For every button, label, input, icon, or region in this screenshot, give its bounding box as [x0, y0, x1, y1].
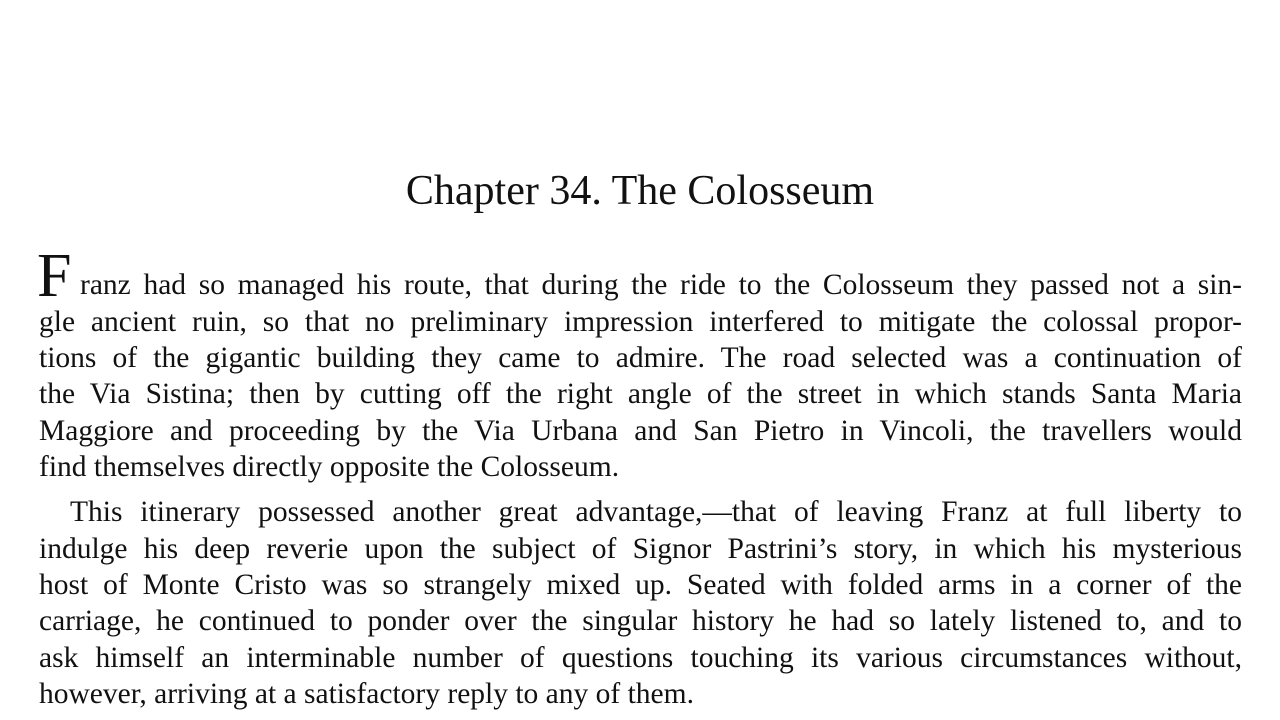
text-line: find themselves directly opposite the Colosseum.: [39, 451, 620, 483]
text-line: carriage, he continued to ponder over the singular history he had so lately listened to, and to: [39, 605, 1242, 637]
text-line: however, arriving at a satisfactory reply to any of them.: [39, 678, 694, 710]
text-line: the Via Sistina; then by cutting off the right angle of the street in which stands Santa Maria: [39, 378, 1242, 410]
chapter-title: Chapter 34. The Colosseum: [405, 168, 875, 214]
text-line: tions of the gigantic building they came to admire. The road selected was a continuation of: [39, 342, 1242, 374]
text-line: ask himself an interminable number of questions touching its various circumstances without,: [39, 642, 1242, 674]
text-line: ranz had so managed his route, that during the ride to the Colosseum they passed not a sin-: [80, 269, 1242, 301]
text-line: indulge his deep reverie upon the subject of Signor Pastrini’s story, in which his mysterious: [39, 533, 1242, 565]
text-line: gle ancient ruin, so that no preliminary impression interfered to mitigate the colossal propor-: [39, 306, 1242, 338]
text-line: Maggiore and proceeding by the Via Urbana and San Pietro in Vincoli, the travellers would: [39, 415, 1242, 447]
text-line: host of Monte Cristo was so strangely mixed up. Seated with folded arms in a corner of the: [39, 569, 1242, 601]
text-line: This itinerary possessed another great advantage,—that of leaving Franz at full liberty to: [70, 496, 1242, 528]
drop-cap: F: [37, 242, 72, 310]
